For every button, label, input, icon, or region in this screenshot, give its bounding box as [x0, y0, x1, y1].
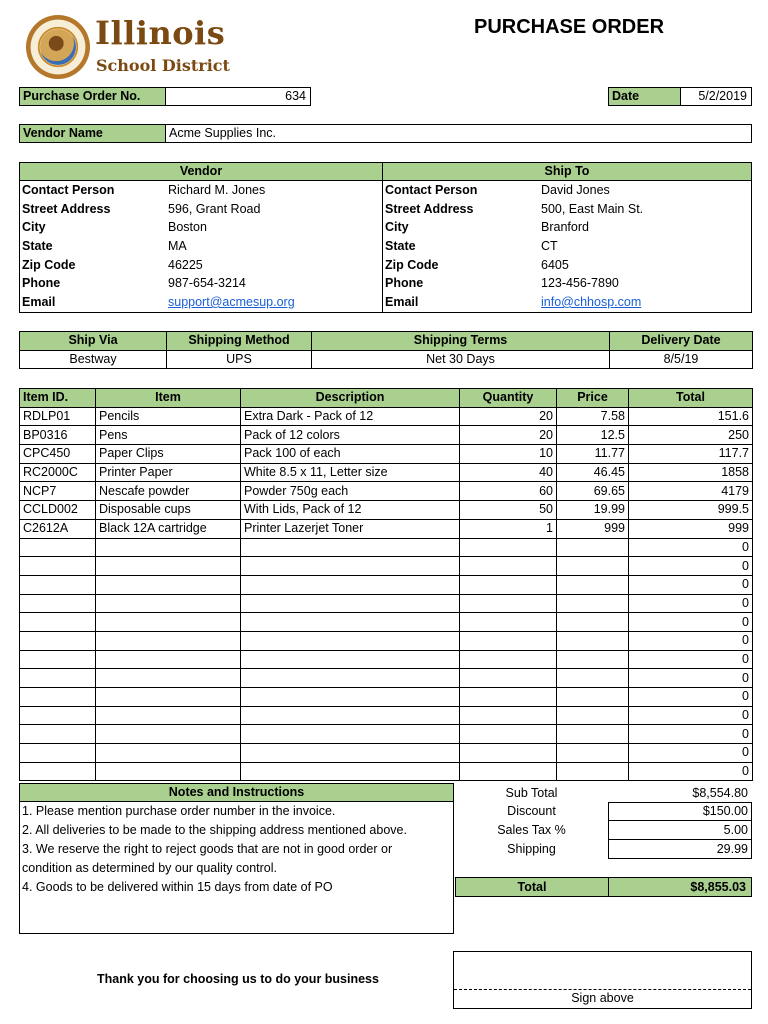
- vendor-heading: Vendor: [19, 162, 383, 181]
- field-label: Email: [385, 294, 419, 309]
- item-description[interactable]: Powder 750g each: [241, 482, 460, 501]
- item-name[interactable]: [96, 725, 241, 744]
- item-id[interactable]: [20, 669, 96, 688]
- item-description[interactable]: [241, 594, 460, 613]
- field-label: Street Address: [22, 201, 111, 216]
- field-label: City: [22, 220, 46, 235]
- table-row: [20, 575, 753, 594]
- item-quantity[interactable]: 50: [460, 501, 557, 520]
- item-name[interactable]: [96, 706, 241, 725]
- item-description[interactable]: [241, 631, 460, 650]
- item-price[interactable]: [557, 706, 629, 725]
- shipping-value[interactable]: 29.99: [608, 839, 752, 859]
- item-description[interactable]: [241, 725, 460, 744]
- item-total: 0: [629, 744, 753, 763]
- item-id[interactable]: [20, 725, 96, 744]
- item-description[interactable]: [241, 650, 460, 669]
- sign-above-label: Sign above: [571, 991, 634, 1005]
- item-quantity[interactable]: [460, 575, 557, 594]
- item-id[interactable]: [20, 688, 96, 707]
- ship-to-row: [382, 181, 752, 200]
- field-value: 46225: [168, 257, 203, 272]
- table-row: [20, 501, 753, 520]
- page-title: PURCHASE ORDER: [474, 16, 665, 38]
- field-value: MA: [168, 238, 187, 253]
- item-name[interactable]: [96, 613, 241, 632]
- note-line: 4. Goods to be delivered within 15 days from date of PO: [22, 880, 333, 894]
- item-price[interactable]: [557, 762, 629, 781]
- logo-word-school-district: School District: [96, 56, 230, 75]
- item-quantity[interactable]: [460, 706, 557, 725]
- item-description[interactable]: [241, 575, 460, 594]
- item-total: 0: [629, 725, 753, 744]
- item-quantity[interactable]: [460, 538, 557, 557]
- shipping-header: Shipping Terms: [312, 332, 610, 351]
- item-name[interactable]: Black 12A cartridge: [96, 519, 241, 538]
- item-name[interactable]: [96, 594, 241, 613]
- item-total: 0: [629, 706, 753, 725]
- table-row: [20, 762, 753, 781]
- item-total: 117.7: [629, 445, 753, 464]
- shipping-header: Delivery Date: [610, 332, 753, 351]
- notes-heading: Notes and Instructions: [19, 783, 454, 802]
- column-header: Price: [557, 389, 629, 408]
- item-name[interactable]: Pens: [96, 426, 241, 445]
- item-name[interactable]: Printer Paper: [96, 463, 241, 482]
- item-price[interactable]: [557, 725, 629, 744]
- vendor-row: [19, 237, 382, 256]
- field-value: 987-654-3214: [168, 276, 246, 291]
- item-total: 0: [629, 594, 753, 613]
- item-description[interactable]: [241, 538, 460, 557]
- item-quantity[interactable]: 20: [460, 407, 557, 426]
- logo-word-illinois: Illinois: [95, 14, 226, 52]
- item-total: 151.6: [629, 407, 753, 426]
- item-id[interactable]: RC2000C: [20, 463, 96, 482]
- field-label: Contact Person: [22, 182, 115, 197]
- note-line: 3. We reserve the right to reject goods that are not in good order or: [22, 842, 393, 856]
- item-price[interactable]: 46.45: [557, 463, 629, 482]
- shipping-value[interactable]: UPS: [167, 350, 312, 369]
- thank-you-note: Thank you for choosing us to do your business: [97, 972, 379, 986]
- item-id[interactable]: RDLP01: [20, 407, 96, 426]
- total-value: $8,855.03: [608, 877, 752, 897]
- table-row: [20, 594, 753, 613]
- field-label: State: [22, 238, 53, 253]
- item-id[interactable]: NCP7: [20, 482, 96, 501]
- table-row: [20, 426, 753, 445]
- item-quantity[interactable]: 40: [460, 463, 557, 482]
- item-total: 0: [629, 688, 753, 707]
- field-value: 123-456-7890: [541, 276, 619, 291]
- table-row: [20, 650, 753, 669]
- item-id[interactable]: BP0316: [20, 426, 96, 445]
- field-label: Email: [22, 294, 56, 309]
- vendor-details: [19, 181, 382, 312]
- item-quantity[interactable]: 60: [460, 482, 557, 501]
- field-value: Richard M. Jones: [168, 182, 266, 197]
- item-total: 0: [629, 557, 753, 576]
- item-id[interactable]: [20, 744, 96, 763]
- column-header: Description: [241, 389, 460, 408]
- field-value: 596, Grant Road: [168, 201, 261, 216]
- table-row: [20, 445, 753, 464]
- item-id[interactable]: [20, 650, 96, 669]
- item-price[interactable]: [557, 688, 629, 707]
- item-quantity[interactable]: [460, 557, 557, 576]
- shipping-label: Shipping: [507, 842, 556, 856]
- table-row: [20, 688, 753, 707]
- item-id[interactable]: [20, 631, 96, 650]
- item-quantity[interactable]: 1: [460, 519, 557, 538]
- item-total: 0: [629, 538, 753, 557]
- ship-to-row: [382, 293, 752, 312]
- item-id[interactable]: [20, 575, 96, 594]
- ship-to-row: [382, 200, 752, 219]
- item-description[interactable]: White 8.5 x 11, Letter size: [241, 463, 460, 482]
- item-description[interactable]: Extra Dark - Pack of 12: [241, 407, 460, 426]
- shipping-value[interactable]: Net 30 Days: [312, 350, 610, 369]
- item-quantity[interactable]: [460, 613, 557, 632]
- table-row: [20, 407, 753, 426]
- column-header: Quantity: [460, 389, 557, 408]
- district-seal: [26, 15, 90, 79]
- vendor-row: [19, 200, 382, 219]
- table-row: [20, 744, 753, 763]
- shipping-header: Shipping Method: [167, 332, 312, 351]
- table-row: [20, 631, 753, 650]
- item-price[interactable]: [557, 594, 629, 613]
- item-total: 0: [629, 613, 753, 632]
- field-value: CT: [541, 238, 558, 253]
- email-link[interactable]: support@acmesup.org: [168, 294, 295, 309]
- item-id[interactable]: [20, 594, 96, 613]
- column-header: Item ID.: [20, 389, 96, 408]
- item-total: 999: [629, 519, 753, 538]
- item-price[interactable]: 999: [557, 519, 629, 538]
- table-row: [20, 557, 753, 576]
- item-id[interactable]: [20, 762, 96, 781]
- item-quantity[interactable]: [460, 762, 557, 781]
- item-quantity[interactable]: [460, 669, 557, 688]
- total-label: Total: [455, 877, 609, 897]
- column-header: Total: [629, 389, 753, 408]
- notes-lines: [22, 802, 452, 897]
- table-row: [20, 519, 753, 538]
- note-line: 1. Please mention purchase order number in the invoice.: [22, 804, 336, 818]
- item-name[interactable]: [96, 762, 241, 781]
- item-id[interactable]: CCLD002: [20, 501, 96, 520]
- item-name[interactable]: [96, 557, 241, 576]
- po-number-value[interactable]: 634: [165, 87, 311, 106]
- table-row: [20, 706, 753, 725]
- field-label: Zip Code: [22, 257, 76, 272]
- field-label: Phone: [22, 276, 61, 291]
- table-row: [20, 613, 753, 632]
- table-row: [20, 725, 753, 744]
- vendor-row: [19, 181, 382, 200]
- item-name[interactable]: [96, 688, 241, 707]
- item-price[interactable]: [557, 631, 629, 650]
- shipping-header-row: [20, 332, 753, 351]
- subtotal-value: $8,554.80: [692, 786, 748, 800]
- item-total: 0: [629, 762, 753, 781]
- field-label: Contact Person: [385, 182, 478, 197]
- item-description[interactable]: [241, 669, 460, 688]
- field-value: David Jones: [541, 182, 610, 197]
- shipping-table: [19, 331, 753, 369]
- table-row: [20, 482, 753, 501]
- item-description[interactable]: With Lids, Pack of 12: [241, 501, 460, 520]
- item-price[interactable]: 12.5: [557, 426, 629, 445]
- table-row: [20, 669, 753, 688]
- item-price[interactable]: [557, 613, 629, 632]
- vendor-row: [19, 274, 382, 293]
- field-value: 500, East Main St.: [541, 201, 644, 216]
- item-total: 4179: [629, 482, 753, 501]
- item-price[interactable]: [557, 669, 629, 688]
- note-line: 2. All deliveries to be made to the shipping address mentioned above.: [22, 823, 407, 837]
- item-price[interactable]: [557, 575, 629, 594]
- item-total: 1858: [629, 463, 753, 482]
- item-description[interactable]: [241, 762, 460, 781]
- item-total: 0: [629, 650, 753, 669]
- item-price[interactable]: 7.58: [557, 407, 629, 426]
- table-row: [20, 538, 753, 557]
- item-price[interactable]: 19.99: [557, 501, 629, 520]
- shipping-header: Ship Via: [20, 332, 167, 351]
- item-description[interactable]: Pack 100 of each: [241, 445, 460, 464]
- field-label: Zip Code: [385, 257, 439, 272]
- discount-value[interactable]: $150.00: [608, 802, 752, 821]
- field-label: State: [385, 238, 416, 253]
- shipping-value[interactable]: Bestway: [20, 350, 167, 369]
- item-id[interactable]: [20, 538, 96, 557]
- item-total: 0: [629, 669, 753, 688]
- item-total: 0: [629, 631, 753, 650]
- shipping-values-row: [20, 350, 753, 369]
- item-description[interactable]: Pack of 12 colors: [241, 426, 460, 445]
- item-description[interactable]: [241, 557, 460, 576]
- sales-tax-value[interactable]: 5.00: [608, 820, 752, 840]
- column-header: Item: [96, 389, 241, 408]
- vendor-row: [19, 218, 382, 237]
- item-name[interactable]: Nescafe powder: [96, 482, 241, 501]
- item-name[interactable]: [96, 575, 241, 594]
- field-value: 6405: [541, 257, 569, 272]
- date-label: Date: [608, 87, 681, 106]
- ship-to-row: [382, 274, 752, 293]
- item-id[interactable]: C2612A: [20, 519, 96, 538]
- vendor-row: [19, 256, 382, 275]
- item-price[interactable]: 69.65: [557, 482, 629, 501]
- item-price[interactable]: [557, 538, 629, 557]
- item-quantity[interactable]: [460, 594, 557, 613]
- note-line: condition as determined by our quality control.: [22, 861, 278, 875]
- item-name[interactable]: [96, 744, 241, 763]
- subtotal-label: Sub Total: [505, 786, 558, 800]
- signature-line: [454, 989, 751, 990]
- items-table: [19, 388, 753, 781]
- item-name[interactable]: [96, 538, 241, 557]
- ship-to-details: [382, 181, 752, 312]
- item-quantity[interactable]: [460, 631, 557, 650]
- item-price[interactable]: [557, 650, 629, 669]
- sales-tax-label: Sales Tax %: [497, 823, 566, 837]
- field-label: Street Address: [385, 201, 474, 216]
- item-name[interactable]: [96, 650, 241, 669]
- item-quantity[interactable]: [460, 650, 557, 669]
- item-name[interactable]: [96, 669, 241, 688]
- field-value: Boston: [168, 220, 207, 235]
- item-name[interactable]: [96, 631, 241, 650]
- item-description[interactable]: [241, 688, 460, 707]
- discount-label: Discount: [507, 804, 556, 818]
- item-quantity[interactable]: 10: [460, 445, 557, 464]
- vendor-name-value[interactable]: Acme Supplies Inc.: [165, 124, 752, 143]
- item-description[interactable]: [241, 706, 460, 725]
- date-value[interactable]: 5/2/2019: [680, 87, 752, 106]
- item-name[interactable]: Pencils: [96, 407, 241, 426]
- item-name[interactable]: Disposable cups: [96, 501, 241, 520]
- item-quantity[interactable]: [460, 688, 557, 707]
- vendor-name-label: Vendor Name: [19, 124, 166, 143]
- field-label: Phone: [385, 276, 424, 291]
- ship-to-row: [382, 256, 752, 275]
- item-id[interactable]: CPC450: [20, 445, 96, 464]
- item-id[interactable]: [20, 706, 96, 725]
- item-total: 999.5: [629, 501, 753, 520]
- po-number-label: Purchase Order No.: [19, 87, 166, 106]
- item-description[interactable]: [241, 613, 460, 632]
- item-total: 0: [629, 575, 753, 594]
- ship-to-row: [382, 237, 752, 256]
- ship-to-heading: Ship To: [382, 162, 752, 181]
- item-price[interactable]: 11.77: [557, 445, 629, 464]
- item-total: 250: [629, 426, 753, 445]
- item-quantity[interactable]: 20: [460, 426, 557, 445]
- email-link[interactable]: info@chhosp.com: [541, 294, 642, 309]
- item-price[interactable]: [557, 557, 629, 576]
- vendor-row: [19, 293, 382, 312]
- field-label: City: [385, 220, 409, 235]
- table-row: [20, 463, 753, 482]
- item-description[interactable]: [241, 744, 460, 763]
- field-value: Branford: [541, 220, 589, 235]
- item-id[interactable]: [20, 557, 96, 576]
- item-quantity[interactable]: [460, 744, 557, 763]
- items-header-row: [20, 389, 753, 408]
- item-name[interactable]: Paper Clips: [96, 445, 241, 464]
- shipping-value[interactable]: 8/5/19: [610, 350, 753, 369]
- item-id[interactable]: [20, 613, 96, 632]
- item-quantity[interactable]: [460, 725, 557, 744]
- item-description[interactable]: Printer Lazerjet Toner: [241, 519, 460, 538]
- ship-to-row: [382, 218, 752, 237]
- item-price[interactable]: [557, 744, 629, 763]
